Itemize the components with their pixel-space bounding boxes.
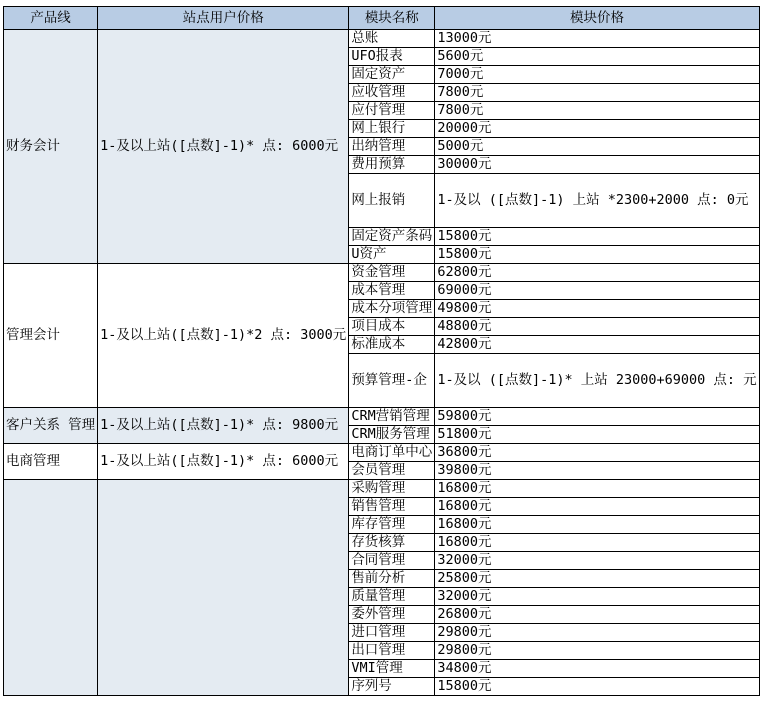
- module-name-cell: 资金管理: [349, 264, 435, 282]
- module-name-cell: 售前分析: [349, 570, 435, 588]
- module-name-cell: 库存管理: [349, 516, 435, 534]
- module-name-cell: 会员管理: [349, 462, 435, 480]
- table-body: [4, 30, 760, 696]
- module-price-cell: 42800元: [435, 336, 759, 354]
- module-name-cell: VMI管理: [349, 660, 435, 678]
- module-price-cell: 1-及以 ([点数]-1)* 上站 23000+69000 点: 元: [435, 354, 759, 408]
- header-site-price: 站点用户价格: [98, 7, 349, 30]
- module-name-cell: 销售管理: [349, 498, 435, 516]
- table-row: [4, 30, 760, 48]
- module-price-cell: 49800元: [435, 300, 759, 318]
- module-price-cell: 59800元: [435, 408, 759, 426]
- module-name-cell: 固定资产条码: [349, 228, 435, 246]
- module-price-cell: 36800元: [435, 444, 759, 462]
- module-price-cell: 48800元: [435, 318, 759, 336]
- module-price-cell: 20000元: [435, 120, 759, 138]
- module-price-cell: 7800元: [435, 84, 759, 102]
- module-name-cell: 出纳管理: [349, 138, 435, 156]
- module-price-cell: 7000元: [435, 66, 759, 84]
- module-price-cell: 1-及以 ([点数]-1) 上站 *2300+2000 点: 0元: [435, 174, 759, 228]
- module-name-cell: 电商订单中心: [349, 444, 435, 462]
- header-module-name: 模块名称: [349, 7, 435, 30]
- site-price-cell: 1-及以上站([点数]-1)* 点: 9800元: [98, 408, 349, 444]
- product-line-cell: 管理会计: [4, 264, 98, 408]
- module-price-cell: 16800元: [435, 498, 759, 516]
- table-row: [4, 408, 760, 426]
- module-name-cell: 应收管理: [349, 84, 435, 102]
- module-price-cell: 34800元: [435, 660, 759, 678]
- site-price-cell: 1-及以上站([点数]-1)* 点: 6000元: [98, 30, 349, 264]
- module-name-cell: 固定资产: [349, 66, 435, 84]
- module-price-cell: 62800元: [435, 264, 759, 282]
- module-name-cell: 应付管理: [349, 102, 435, 120]
- module-price-cell: 30000元: [435, 156, 759, 174]
- module-price-cell: 32000元: [435, 552, 759, 570]
- table-row: [4, 264, 760, 282]
- module-price-cell: 29800元: [435, 624, 759, 642]
- price-table: [3, 6, 760, 696]
- header-module-price: 模块价格: [435, 7, 759, 30]
- module-price-cell: 5000元: [435, 138, 759, 156]
- module-name-cell: 存货核算: [349, 534, 435, 552]
- product-line-cell: 财务会计: [4, 30, 98, 264]
- module-price-cell: 39800元: [435, 462, 759, 480]
- module-name-cell: 总账: [349, 30, 435, 48]
- module-name-cell: 费用预算: [349, 156, 435, 174]
- module-price-cell: 5600元: [435, 48, 759, 66]
- module-price-cell: 15800元: [435, 246, 759, 264]
- module-name-cell: 网上银行: [349, 120, 435, 138]
- site-price-cell: 1-及以上站([点数]-1)*2 点: 3000元: [98, 264, 349, 408]
- module-price-cell: 15800元: [435, 228, 759, 246]
- module-name-cell: 采购管理: [349, 480, 435, 498]
- module-name-cell: 出口管理: [349, 642, 435, 660]
- site-price-cell: 1-及以上站([点数]-1)* 点: 6000元: [98, 444, 349, 480]
- module-name-cell: 委外管理: [349, 606, 435, 624]
- module-price-cell: 32000元: [435, 588, 759, 606]
- module-price-cell: 26800元: [435, 606, 759, 624]
- module-name-cell: 项目成本: [349, 318, 435, 336]
- module-price-cell: 13000元: [435, 30, 759, 48]
- module-price-cell: 16800元: [435, 534, 759, 552]
- module-price-cell: 25800元: [435, 570, 759, 588]
- module-name-cell: 预算管理-企: [349, 354, 435, 408]
- site-price-cell: [98, 480, 349, 696]
- module-name-cell: 合同管理: [349, 552, 435, 570]
- module-price-cell: 16800元: [435, 480, 759, 498]
- module-price-cell: 29800元: [435, 642, 759, 660]
- table-row: [4, 480, 760, 498]
- module-name-cell: 进口管理: [349, 624, 435, 642]
- header-product-line: 产品线: [4, 7, 98, 30]
- header-row: [4, 7, 760, 30]
- module-price-cell: 15800元: [435, 678, 759, 696]
- module-name-cell: U资产: [349, 246, 435, 264]
- module-price-cell: 69000元: [435, 282, 759, 300]
- module-name-cell: CRM营销管理: [349, 408, 435, 426]
- module-name-cell: 序列号: [349, 678, 435, 696]
- product-line-cell: [4, 480, 98, 696]
- module-name-cell: 网上报销: [349, 174, 435, 228]
- module-name-cell: 质量管理: [349, 588, 435, 606]
- module-name-cell: 成本分项管理: [349, 300, 435, 318]
- module-name-cell: 成本管理: [349, 282, 435, 300]
- module-name-cell: 标准成本: [349, 336, 435, 354]
- module-name-cell: CRM服务管理: [349, 426, 435, 444]
- product-line-cell: 电商管理: [4, 444, 98, 480]
- module-price-cell: 51800元: [435, 426, 759, 444]
- table-row: [4, 444, 760, 462]
- module-name-cell: UFO报表: [349, 48, 435, 66]
- module-price-cell: 7800元: [435, 102, 759, 120]
- product-line-cell: 客户关系 管理: [4, 408, 98, 444]
- module-price-cell: 16800元: [435, 516, 759, 534]
